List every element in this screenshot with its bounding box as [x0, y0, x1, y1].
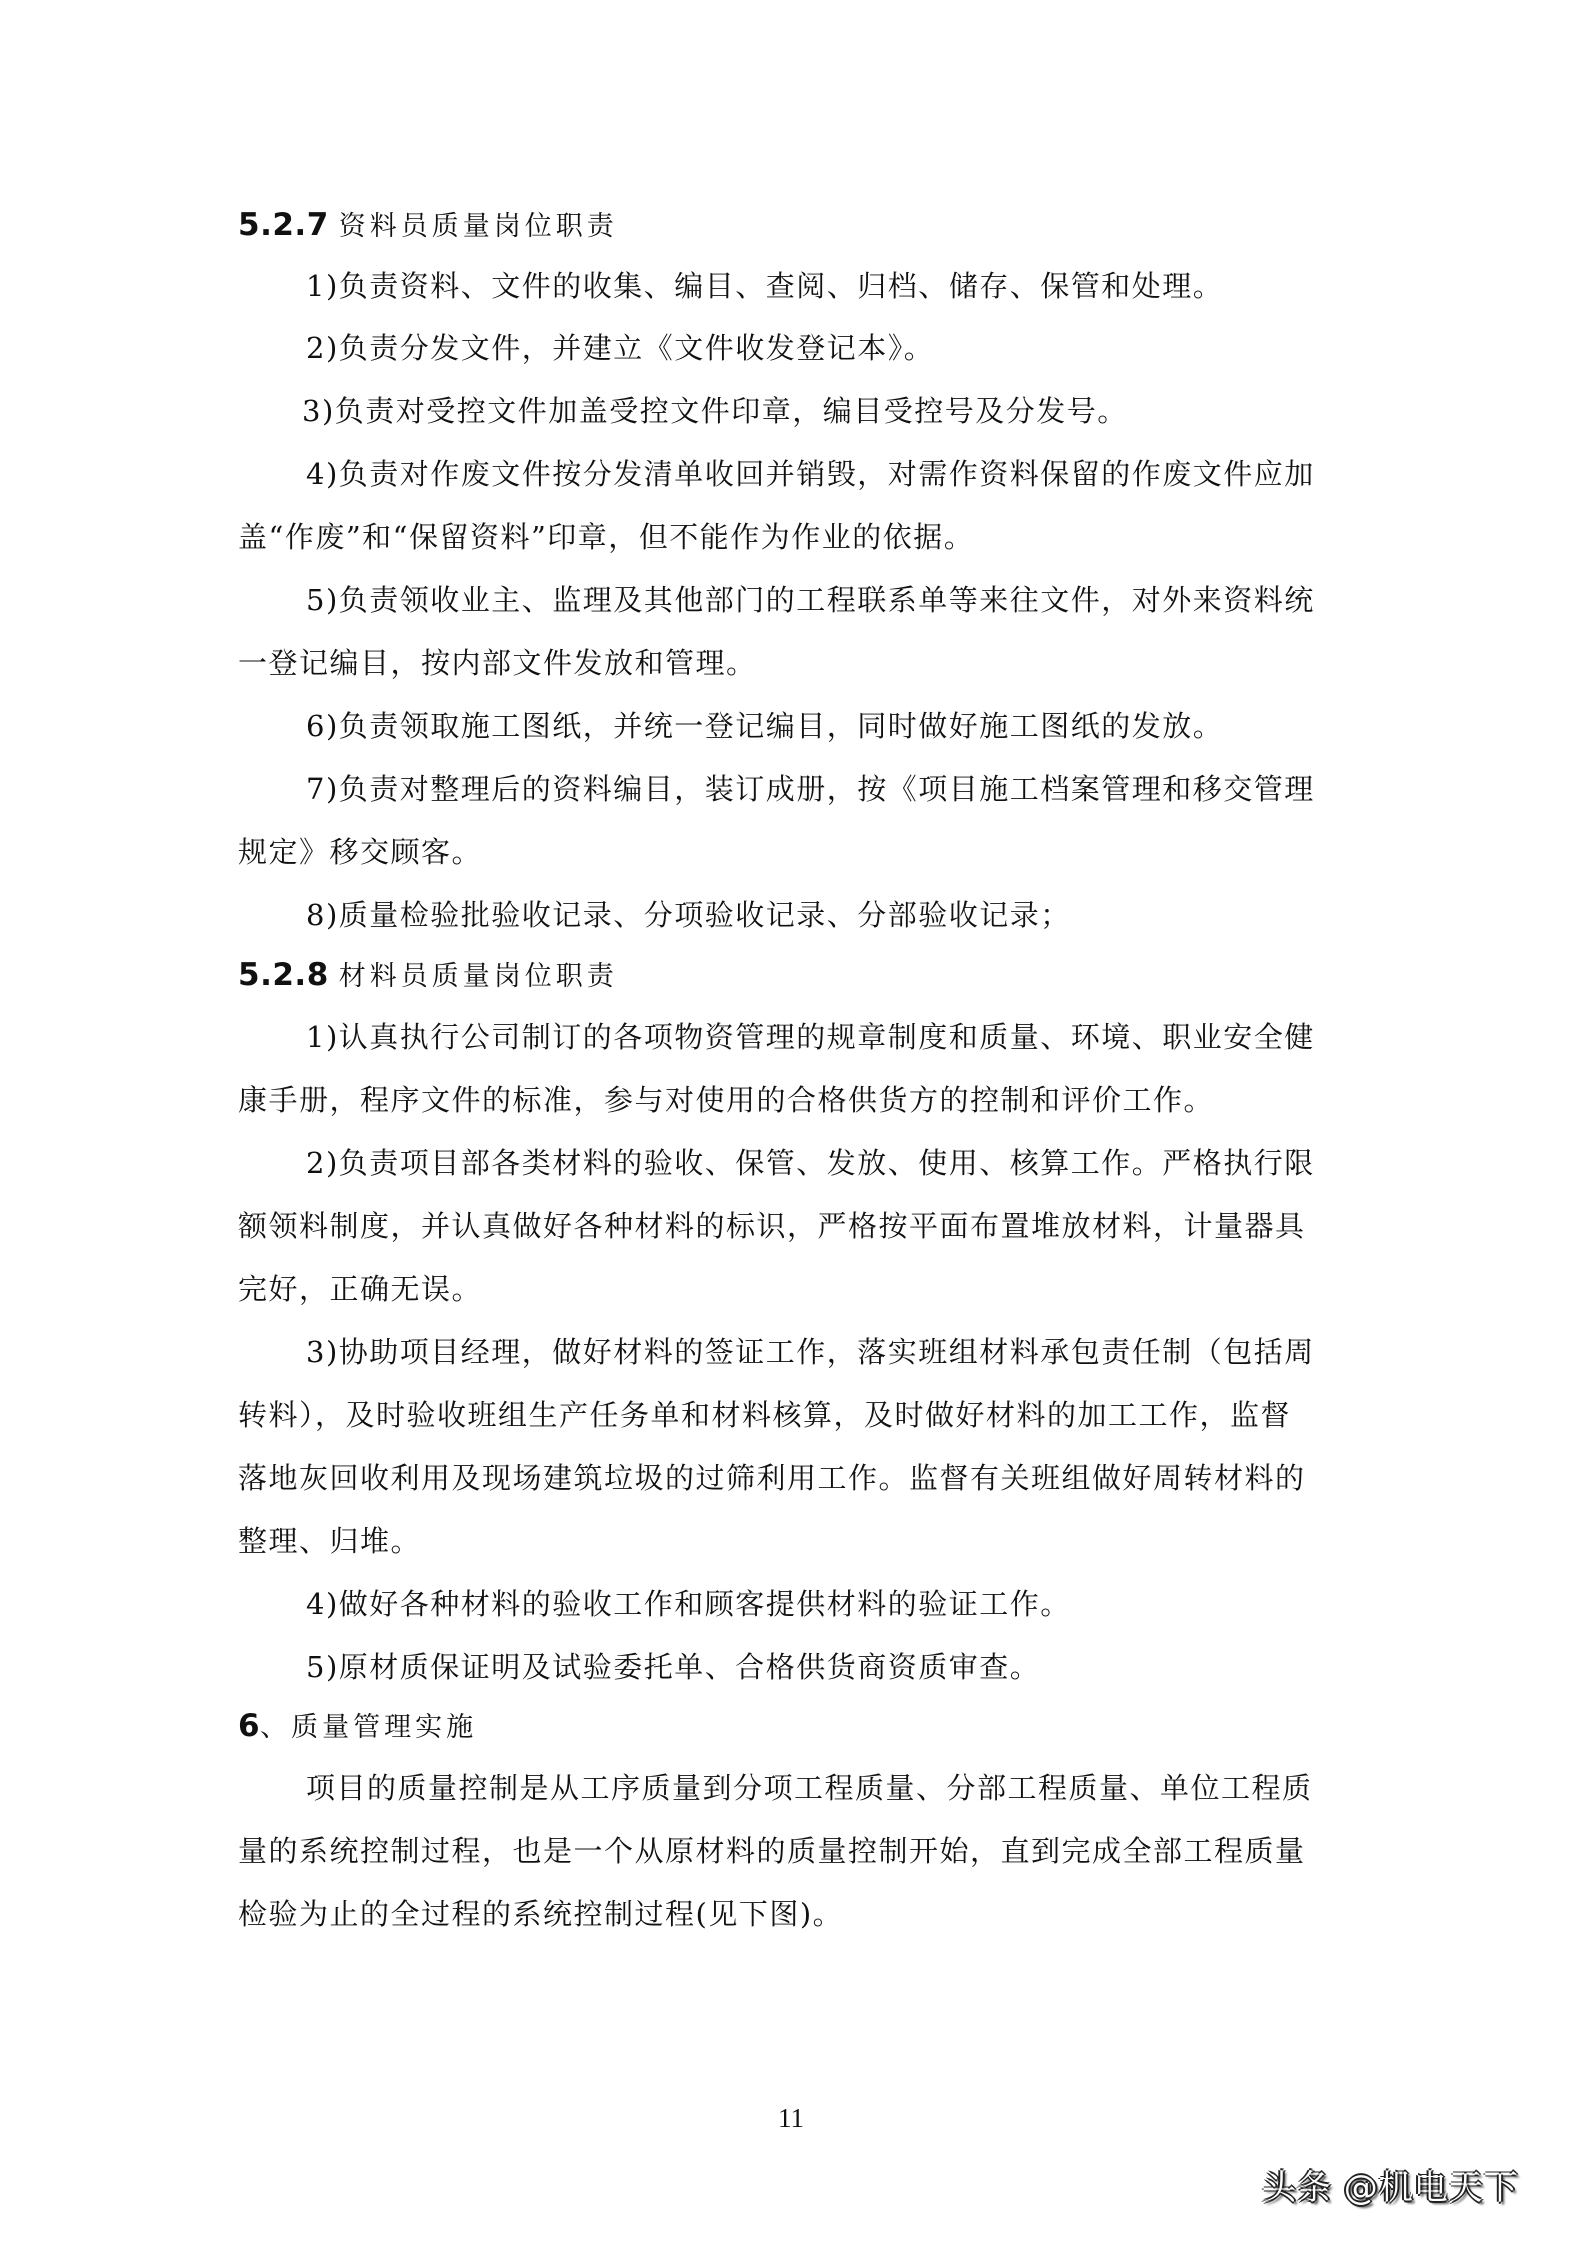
- section-heading-5-2-8: [238, 955, 618, 1000]
- watermark: 头条 @机电天下: [1262, 2168, 1519, 2208]
- paragraph-line: 整理、归堆。: [238, 1524, 422, 1558]
- section-number: 5.2.7: [238, 207, 329, 243]
- paragraph-line: 转料），及时验收班组生产任务单和材料核算，及时做好材料的加工工作，监督: [238, 1398, 1292, 1432]
- paragraph-line: 落地灰回收利用及现场建筑垃圾的过筛利用工作。监督有关班组做好周转材料的: [238, 1461, 1306, 1495]
- page-number: 11: [778, 2103, 804, 2133]
- paragraph-line: 4)做好各种材料的验收工作和顾客提供材料的验证工作。: [306, 1587, 1071, 1621]
- section-number: 6: [238, 1708, 261, 1744]
- paragraph-line: 1)负责资料、文件的收集、编目、查阅、归档、储存、保管和处理。: [306, 269, 1224, 303]
- paragraph-line: 3)协助项目经理，做好材料的签证工作，落实班组材料承包责任制（包括周: [306, 1335, 1315, 1369]
- paragraph-line: 2)负责分发文件，并建立《文件收发登记本》。: [306, 331, 935, 365]
- section-number: 5.2.8: [238, 957, 329, 993]
- paragraph-line: 5)负责领收业主、监理及其他部门的工程联系单等来往文件，对外来资料统: [306, 583, 1315, 617]
- paragraph-line: 完好，正确无误。: [238, 1272, 483, 1306]
- section-heading-6: [238, 1706, 477, 1751]
- paragraph-line: 康手册，程序文件的标准，参与对使用的合格供货方的控制和评价工作。: [238, 1083, 1215, 1117]
- paragraph-line: 6)负责领取施工图纸，并统一登记编目，同时做好施工图纸的发放。: [306, 709, 1224, 743]
- section-title: 、质量管理实施: [260, 1712, 478, 1743]
- paragraph-line: 3)负责对受控文件加盖受控文件印章，编目受控号及分发号。: [302, 394, 1128, 428]
- paragraph-line: 项目的质量控制是从工序质量到分项工程质量、分部工程质量、单位工程质: [306, 1771, 1313, 1805]
- paragraph-line: 7)负责对整理后的资料编目，装订成册，按《项目施工档案管理和移交管理: [306, 772, 1315, 806]
- paragraph-line: 8)质量检验批验收记录、分项验收记录、分部验收记录；: [306, 898, 1071, 932]
- paragraph-line: 量的系统控制过程，也是一个从原材料的质量控制开始，直到完成全部工程质量: [238, 1834, 1306, 1868]
- section-heading-5-2-7: [238, 205, 618, 250]
- paragraph-line: 检验为止的全过程的系统控制过程(见下图)。: [238, 1897, 844, 1931]
- section-title: 材料员质量岗位职责: [338, 961, 618, 992]
- section-title: 资料员质量岗位职责: [338, 211, 618, 242]
- paragraph-line: 1)认真执行公司制订的各项物资管理的规章制度和质量、环境、职业安全健: [306, 1020, 1315, 1054]
- paragraph-line: 2)负责项目部各类材料的验收、保管、发放、使用、核算工作。严格执行限: [306, 1146, 1315, 1180]
- paragraph-line: 4)负责对作废文件按分发清单收回并销毁，对需作资料保留的作废文件应加: [306, 457, 1315, 491]
- paragraph-line: 5)原材质保证明及试验委托单、合格供货商资质审查。: [306, 1650, 1041, 1684]
- paragraph-line: 规定》移交顾客。: [238, 835, 483, 869]
- paragraph-line: 一登记编目，按内部文件发放和管理。: [238, 646, 757, 680]
- paragraph-line: 额领料制度，并认真做好各种材料的标识，严格按平面布置堆放材料，计量器具: [238, 1209, 1306, 1243]
- paragraph-line: 盖“作废”和“保留资料”印章，但不能作为作业的依据。: [238, 520, 975, 554]
